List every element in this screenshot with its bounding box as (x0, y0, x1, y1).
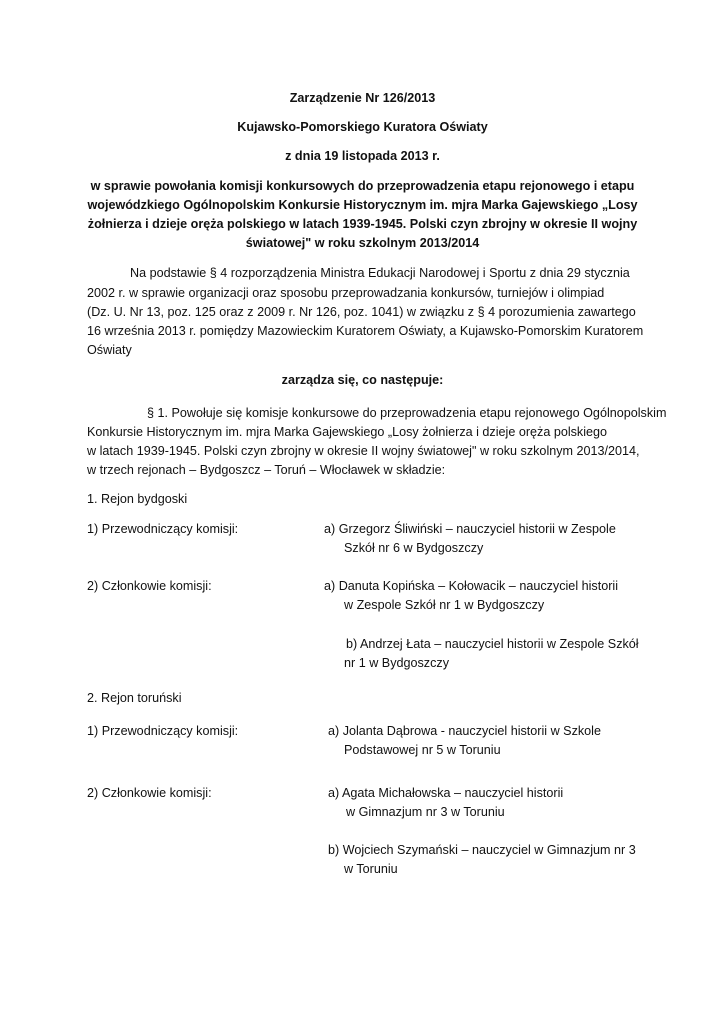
member-entry-line-1: b) Wojciech Szymański – nauczyciel w Gimnazjum nr 3 (328, 843, 636, 857)
section1-line-2: Konkursie Historycznym im. mjra Marka Gajewskiego „Losy żołnierza i dzieje oręża polskiego (87, 425, 608, 439)
section1-line-3: w latach 1939-1945. Polski czyn zbrojny w okresie II wojny światowej" w roku szkolnym 2013/2014, (87, 444, 640, 458)
member-entry-line-1: a) Danuta Kopińska – Kołowacik – nauczyciel historii (324, 579, 619, 593)
members-label: 2) Członkowie komisji: (87, 579, 212, 593)
member-entry-line-2: w Zespole Szkół nr 1 w Bydgoszczy (344, 598, 545, 612)
decree-line: zarządza się, co następuje: (281, 373, 444, 387)
basis-line-1: Na podstawie § 4 rozporządzenia Ministra Edukacji Narodowej i Sportu z dnia 29 stycznia (130, 266, 630, 280)
order-number: Zarządzenie Nr 126/2013 (289, 91, 436, 105)
basis-line-3: (Dz. U. Nr 13, poz. 125 oraz z 2009 r. Nr 126, poz. 1041) w związku z § 4 porozumienia zawartego (87, 305, 636, 319)
region-heading: 2. Rejon toruński (87, 691, 182, 705)
region-heading: 1. Rejon bydgoski (87, 492, 188, 506)
section1-line-1: § 1. Powołuje się komisje konkursowe do przeprowadzenia etapu rejonowego Ogólnopolskim (147, 406, 667, 420)
order-date: z dnia 19 listopada 2013 r. (285, 149, 440, 163)
member-entry-line-1: b) Andrzej Łata – nauczyciel historii w Zespole Szkół (346, 637, 639, 651)
subject-line-3: żołnierza i dzieje oręża polskiego w latach 1939-1945. Polski czyn zbrojny w okresie II wojny (87, 217, 638, 231)
chair-entry-line-1: a) Jolanta Dąbrowa - nauczyciel historii w Szkole (328, 724, 601, 738)
section1-line-4: w trzech rejonach – Bydgoszcz – Toruń – Włocławek w składzie: (87, 463, 446, 477)
chair-label: 1) Przewodniczący komisji: (87, 724, 239, 738)
subject-line-1: w sprawie powołania komisji konkursowych do przeprowadzenia etapu rejonowego i etapu (90, 179, 635, 193)
basis-line-4: 16 września 2013 r. pomiędzy Mazowieckim Kuratorem Oświaty, a Kujawsko-Pomorskim Kuratorem (87, 324, 644, 338)
member-entry-line-2: nr 1 w Bydgoszczy (344, 656, 449, 670)
issuer: Kujawsko-Pomorskiego Kuratora Oświaty (237, 120, 488, 134)
basis-line-5: Oświaty (87, 343, 132, 357)
members-label: 2) Członkowie komisji: (87, 786, 212, 800)
chair-entry-line-2: Szkół nr 6 w Bydgoszczy (344, 541, 484, 555)
member-entry-line-2: w Toruniu (344, 862, 398, 876)
basis-line-2: 2002 r. w sprawie organizacji oraz sposobu przeprowadzania konkursów, turniejów i olimpiad (87, 286, 605, 300)
chair-entry-line-2: Podstawowej nr 5 w Toruniu (344, 743, 501, 757)
chair-entry-line-1: a) Grzegorz Śliwiński – nauczyciel historii w Zespole (324, 522, 616, 536)
member-entry-line-2: w Gimnazjum nr 3 w Toruniu (346, 805, 505, 819)
chair-label: 1) Przewodniczący komisji: (87, 522, 239, 536)
subject-line-4: światowej" w roku szkolnym 2013/2014 (245, 236, 480, 250)
subject-line-2: wojewódzkiego Ogólnopolskim Konkursie Historycznym im. mjra Marka Gajewskiego „Losy (87, 198, 638, 212)
member-entry-line-1: a) Agata Michałowska – nauczyciel historii (328, 786, 564, 800)
